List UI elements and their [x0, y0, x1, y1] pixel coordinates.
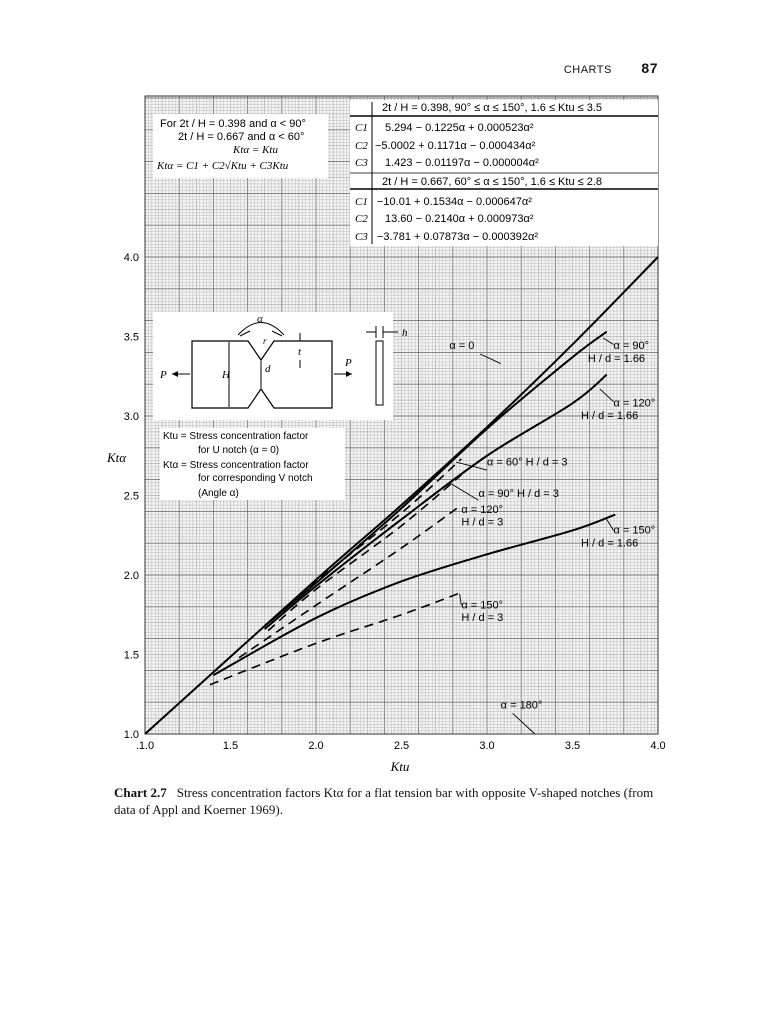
diagram-r: r	[263, 336, 267, 346]
table2-c3-label: C3	[355, 231, 368, 243]
y-tick-label: 1.5	[123, 649, 139, 662]
legend-line-2: for U notch (α = 0)	[198, 445, 280, 456]
formula-block	[153, 114, 328, 178]
figure-caption	[114, 784, 659, 818]
legend-block	[160, 428, 345, 500]
table1-c1-value: 5.294 − 0.1225α + 0.000523α²	[385, 122, 534, 134]
x-tick-label: 3.5	[564, 740, 581, 752]
table2-c2-label: C2	[355, 213, 368, 225]
curve-label: α = 90° H / d = 3	[478, 488, 559, 501]
table1-c1-label: C1	[355, 122, 368, 134]
legend-line-3: Ktα = Stress concentration factor	[163, 460, 309, 471]
y-tick-label: 1.0	[123, 729, 139, 741]
curve-label: α = 90°	[613, 340, 650, 353]
curve-label: α = 60° H / d = 3	[487, 456, 568, 469]
curve-label: α = 120°	[461, 503, 504, 516]
curve-label: α = 180°	[500, 699, 543, 712]
x-tick-label: .1.0	[135, 740, 155, 752]
curve-label: H / d = 3	[461, 612, 504, 625]
formula-line-2: 2t / H = 0.667 and α < 60°	[178, 131, 305, 143]
caption-text: Stress concentration factors Ktα for a flat tension bar with opposite V-shaped notches (from data of Appl and Koerner 1969).	[114, 785, 654, 817]
caption-label: Chart 2.7	[114, 785, 167, 800]
x-tick-label: 2.0	[308, 740, 324, 752]
diagram-d: d	[265, 363, 271, 375]
table1-c3-value: 1.423 − 0.01197α − 0.000004α²	[385, 157, 539, 169]
diagram-h: h	[402, 327, 408, 339]
table2-c3-value: −3.781 + 0.07873α − 0.000392α²	[377, 231, 539, 243]
table2-c1-value: −10.01 + 0.1534α − 0.000647α²	[377, 196, 532, 208]
curve-label: α = 150°	[461, 599, 504, 612]
legend-line-1: Ktu = Stress concentration factor	[163, 431, 309, 442]
diagram-H: H	[222, 369, 230, 381]
coefficient-tables	[350, 100, 658, 246]
section-title: CHARTS	[563, 64, 612, 76]
table2-c2-value: 13.60 − 0.2140α + 0.000973α²	[385, 213, 534, 225]
diagram-P-left: P	[160, 369, 167, 381]
table2-c1-label: C1	[355, 196, 368, 208]
notched-bar-diagram	[153, 312, 408, 420]
x-tick-label: 1.5	[222, 740, 239, 752]
diagram-alpha: α	[257, 313, 263, 325]
y-tick-label: 3.0	[123, 411, 139, 423]
legend-line-4: for corresponding V notch	[198, 473, 313, 484]
curve-label: α = 0	[449, 340, 475, 353]
y-axis-label: Ktα	[107, 450, 127, 465]
legend-line-5: (Angle α)	[198, 488, 239, 499]
table1-c2-value: −5.0002 + 0.1171α − 0.000434α²	[375, 140, 536, 152]
page-number: 87	[641, 60, 658, 76]
curve-label: H / d = 1.66	[587, 352, 646, 365]
y-tick-label: 2.0	[123, 570, 139, 582]
curve-label: α = 120°	[613, 397, 656, 410]
table1-c3-label: C3	[355, 157, 368, 169]
x-axis-label: Ktu	[390, 759, 410, 774]
formula-line-3: Ktα = Ktu	[233, 144, 278, 156]
curve-label: H / d = 1.66	[581, 537, 639, 550]
curve-label: H / d = 3	[461, 516, 504, 529]
curve-label: α = 150°	[613, 524, 656, 537]
x-tick-label: 3.0	[479, 740, 495, 752]
table1-c2-label: C2	[355, 140, 368, 152]
diagram-P-right: P	[345, 357, 352, 369]
formula-line-1: For 2t / H = 0.398 and α < 90°	[160, 118, 306, 130]
table1-header: 2t / H = 0.398, 90° ≤ α ≤ 150°, 1.6 ≤ Ktu ≤ 3.5	[382, 102, 603, 114]
formula-line-4: Ktα = C1 + C2√Ktu + C3Ktu	[157, 160, 289, 172]
diagram-t: t	[298, 346, 302, 358]
y-tick-label: 2.5	[123, 490, 139, 503]
y-tick-label: 4.0	[123, 252, 139, 264]
curve-label: H / d = 1.66	[581, 410, 639, 423]
table2-header: 2t / H = 0.667, 60° ≤ α ≤ 150°, 1.6 ≤ Ktu ≤ 2.8	[382, 176, 603, 188]
x-tick-label: 2.5	[393, 740, 410, 752]
y-tick-label: 3.5	[123, 331, 139, 344]
x-tick-label: 4.0	[650, 740, 666, 752]
